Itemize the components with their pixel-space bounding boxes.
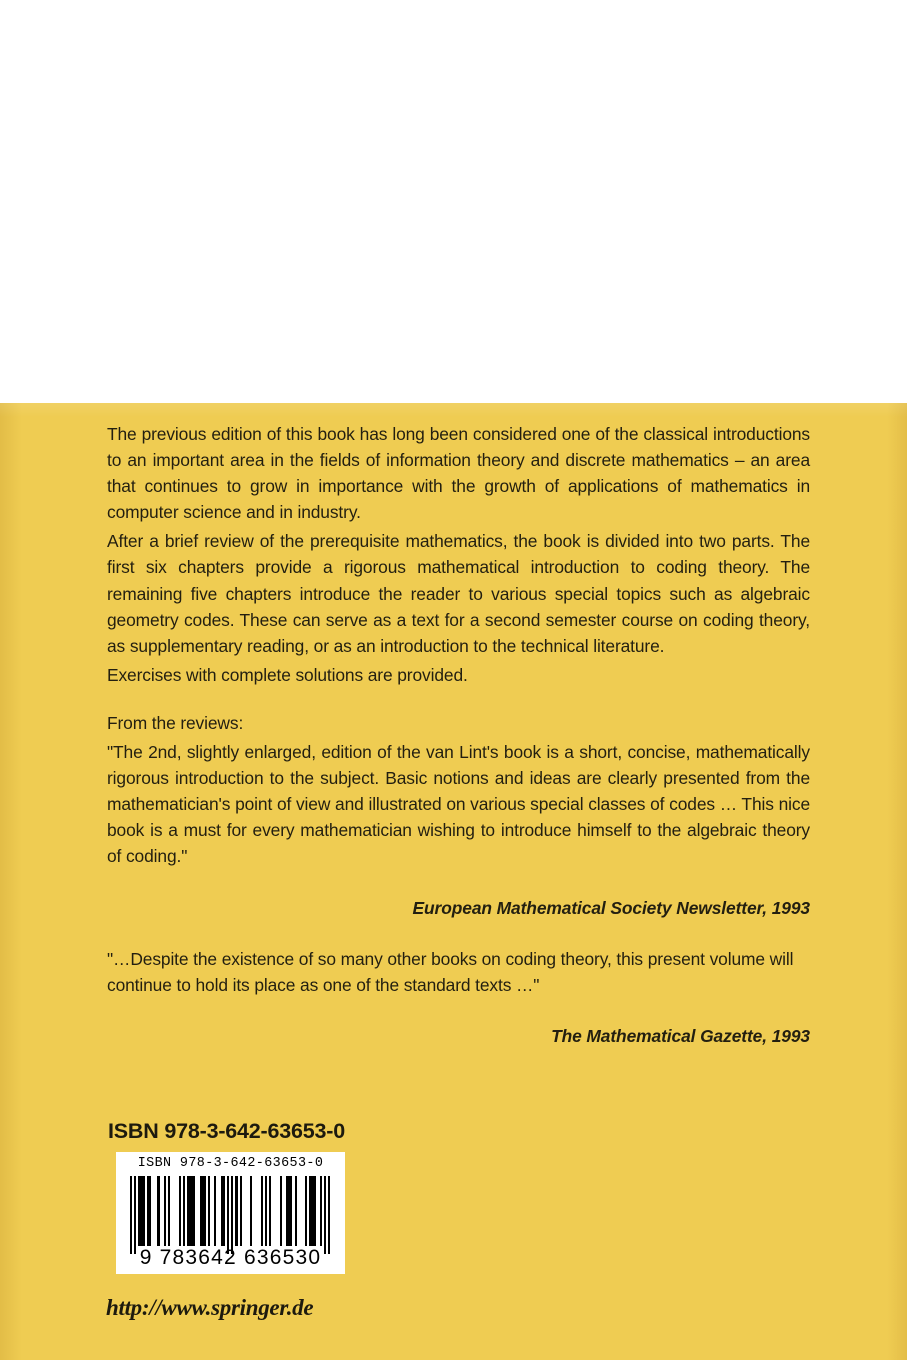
back-cover-text-block — [107, 421, 810, 1049]
barcode-isbn-label: ISBN 978-3-642-63653-0 — [137, 1156, 324, 1171]
cover-top-white-area — [0, 0, 907, 403]
spacer — [107, 921, 810, 946]
review-quote-2: "…Despite the existence of so many other books on coding theory, this present volume will continue to hold its place as one of the standard texts …" — [107, 948, 794, 995]
isbn-barcode — [116, 1152, 345, 1274]
blurb-paragraph-1: The previous edition of this book has long been considered one of the classical introductions to an important area in the fields of information theory and discrete mathematics – an area that continues to grow in importance with the growth of applications of mathematics in computer science and in industry. — [107, 424, 810, 523]
isbn-heading: ISBN 978-3-642-63653-0 — [108, 1119, 346, 1143]
spacer — [107, 998, 810, 1023]
publisher-url[interactable]: http://www.springer.de — [106, 1295, 314, 1320]
review-source-2: The Mathematical Gazette, 1993 — [551, 1025, 810, 1046]
spacer — [107, 688, 810, 710]
blurb-paragraph-2: After a brief review of the prerequisite mathematics, the book is divided into two parts. The first six chapters provide a rigorous mathematical introduction to coding theory. The remaining five chapters introduce the reader to various special topics such as algebraic geometry codes. These can serve as a text for a second semester course on coding theory, as supplementary reading, or as an introduction to the technical literature. — [107, 531, 810, 656]
spacer — [107, 870, 810, 895]
blurb-paragraph-3: Exercises with complete solutions are provided. — [107, 664, 468, 685]
review-quote-1: "The 2nd, slightly enlarged, edition of the van Lint's book is a short, concise, mathematically rigorous introduction to the subject. Basic notions and ideas are clearly presented from the mathematician's point of view and illustrated on various special classes of codes … This nice book is a must for every mathematician wishing to introduce himself to the algebraic theory of coding." — [107, 742, 810, 867]
barcode-digits: 9 783642 636530 — [139, 1246, 322, 1269]
reviews-heading: From the reviews: — [107, 712, 244, 733]
barcode-bars — [130, 1176, 331, 1246]
review-source-1: European Mathematical Society Newsletter, 1993 — [412, 897, 810, 918]
